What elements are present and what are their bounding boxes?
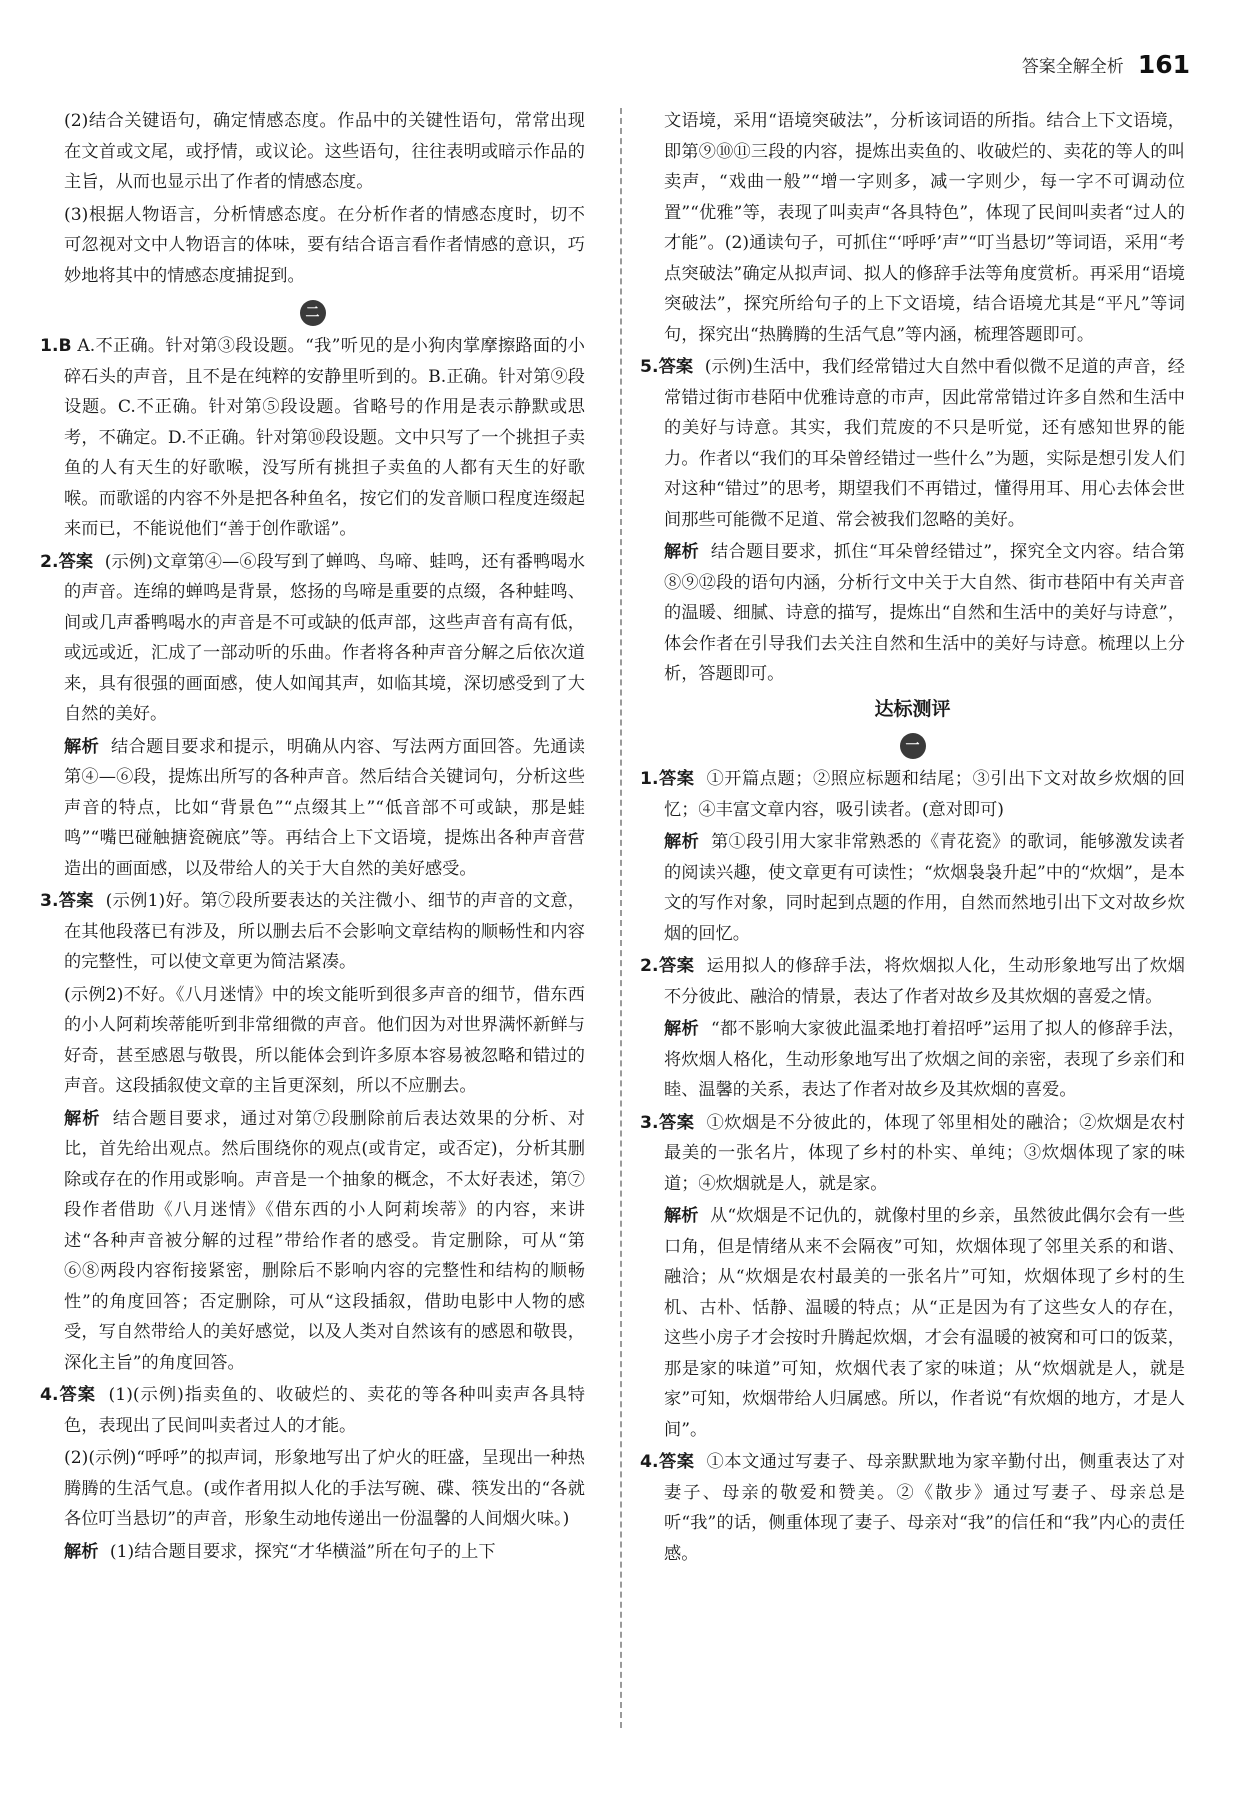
t1-answer-tag: 答案 xyxy=(658,769,695,789)
t2-analysis-text: “都不影响大家彼此温柔地打着招呼”运用了拟人的修辞手法，将炊烟人格化，生动形象地写出了炊烟之间的亲密，表现了乡亲们和睦、温馨的关系，表达了作者对故乡及其炊烟的喜爱。 xyxy=(664,1019,1185,1100)
t1-analysis-tag: 解析 xyxy=(664,832,700,852)
answer-q2 xyxy=(40,547,585,730)
q2-answer-tag: 答案 xyxy=(58,551,94,572)
t3-number: 3. xyxy=(640,1112,659,1133)
t2-analysis-tag: 解析 xyxy=(664,1019,700,1039)
t1-analysis-text: 第①段引用大家非常熟悉的《青花瓷》的歌词，能够激发读者的阅读兴趣，使文章更有可读性；“炊烟袅袅升起”中的“炊烟”，是本文的写作对象，同时起到点题的作用，自然而然地引出下文对故乡炊烟的回忆。 xyxy=(664,832,1185,944)
header-label: 答案全解全析 xyxy=(1021,56,1124,77)
q1-number: 1.B xyxy=(40,336,72,356)
q4-text-1: (1)(示例)指卖鱼的、收破烂的、卖花的等各种叫卖声各具特色，表现出了民间叫卖者过人的才能。 xyxy=(64,1385,585,1436)
q5-text: (示例)生活中，我们经常错过大自然中看似微不足道的声音，经常错过街市巷陌中优雅诗意的市声，因此常常错过许多自然和生活中的美好与诗意。其实，我们荒废的不只是听觉，还有感知世界的能力。作者以“我们的耳朵曾经错过一些什么”为题，实际是想引发人们对这种“错过”的思考，期望我们不再错过，懂得用耳、用心去体会世间那些可能微不足道、常会被我们忽略的美好。 xyxy=(664,357,1185,530)
t4-number: 4. xyxy=(640,1452,659,1472)
q5-analysis-tag: 解析 xyxy=(664,542,700,562)
q5-answer-tag: 答案 xyxy=(658,357,694,377)
q2-analysis xyxy=(40,732,585,885)
section-badge-one: 一 xyxy=(900,733,926,759)
q3-analysis xyxy=(40,1104,585,1379)
q3-answer-tag: 答案 xyxy=(58,891,94,911)
q3-number: 3. xyxy=(40,891,59,911)
answer-q4 xyxy=(40,1380,585,1441)
q4-analysis-text: (1)结合题目要求，探究“才华横溢”所在句子的上下 xyxy=(109,1541,496,1562)
q1-text: A.不正确。针对第③段设题。“我”听见的是小狗肉掌摩擦路面的小碎石头的声音，且不是在纯粹的安静里听到的。B.正确。针对第⑨段设题。C.不正确。针对第⑤段设题。省略号的作用是表示静默或思考，不确定。D.不正确。针对第⑩段设题。文中只写了一个挑担子卖鱼的人有天生的好歌喉，没写所有挑担子卖鱼的人都有天生的好歌喉。而歌谣的内容不外是把各种鱼名，按它们的发音顺口程度连缀起来而已，不能说他们“善于创作歌谣”。 xyxy=(64,336,585,539)
answer-q5 xyxy=(640,352,1185,535)
t3-answer-tag: 答案 xyxy=(658,1112,695,1133)
t3-analysis xyxy=(640,1201,1185,1445)
q5-analysis xyxy=(640,537,1185,690)
t2-answer-tag: 答案 xyxy=(658,956,695,976)
tip-paragraph-3: (3)根据人物语言，分析情感态度。在分析作者的情感态度时，切不可忽视对文中人物语言的体味，要有结合语言看作者情感的意识，巧妙地将其中的情感态度捕捉到。 xyxy=(64,204,585,286)
t3-text: ①炊烟是不分彼此的，体现了邻里相处的融洽；②炊烟是农村最美的一张名片，体现了乡村的朴实、单纯；③炊烟体现了家的味道；④炊烟就是人，就是家。 xyxy=(664,1112,1185,1194)
q4-text-2: (2)(示例)“呼呼”的拟声词，形象地写出了炉火的旺盛，呈现出一种热腾腾的生活气息。(或作者用拟人化的手法写碗、碟、筷发出的“各就各位叮当悬切”的声音，形象生动地传递出一份温馨的人间烟火味。) xyxy=(64,1448,585,1529)
q2-analysis-tag: 解析 xyxy=(64,736,100,757)
q2-text: (示例)文章第④—⑥段写到了蝉鸣、鸟啼、蛙鸣，还有番鸭喝水的声音。连绵的蝉鸣是背景，悠扬的鸟啼是重要的点缀，各种蛙鸣、间或几声番鸭喝水的声音是不可或缺的低声部，这些声音有高有低，或远或近，汇成了一部动听的乐曲。作者将各种声音分解之后依次道来，具有很强的画面感，使人如闻其声，如临其境，深切感受到了大自然的美好。 xyxy=(64,551,585,724)
t2-text: 运用拟人的修辞手法，将炊烟拟人化，生动形象地写出了炊烟不分彼此、融洽的情景，表达了作者对故乡及其炊烟的喜爱之情。 xyxy=(664,956,1185,1007)
answer-q1 xyxy=(40,331,585,545)
test-answer-3 xyxy=(640,1108,1185,1200)
section-title: 达标测评 xyxy=(874,697,951,720)
q3-text-1: (示例1)好。第⑦段所要表达的关注微小、细节的声音的文意，在其他段落已有涉及，所以删去后不会影响文章结构的顺畅性和内容的完整性，可以使文章更为简洁紧凑。 xyxy=(64,891,585,972)
right-column xyxy=(640,106,1185,1571)
page-number: 161 xyxy=(1137,49,1190,79)
t4-text: ①本文通过写妻子、母亲默默地为家辛勤付出，侧重表达了对妻子、母亲的敬爱和赞美。②《散步》通过写妻子、母亲总是听“我”的话，侧重体现了妻子、母亲对“我”的信任和“我”内心的责任感。 xyxy=(664,1452,1185,1564)
q2-analysis-text: 结合题目要求和提示，明确从内容、写法两方面回答。先通读第④—⑥段，提炼出所写的各种声音。然后结合关键词句，分析这些声音的特点，比如“背景色”“点缀其上”“低音部不可或缺，那是蛙鸣”“嘴巴碰触搪瓷碗底”等。再结合上下文语境，提炼出各种声音营造出的画面感，以及带给人的关于大自然的美好感受。 xyxy=(64,736,585,879)
section-badge-wrap-right xyxy=(640,730,1185,758)
q2-number: 2. xyxy=(40,551,59,572)
t2-analysis xyxy=(640,1014,1185,1106)
t1-text: ①开篇点题；②照应标题和结尾；③引出下文对故乡炊烟的回忆；④丰富文章内容，吸引读者。(意对即可) xyxy=(664,769,1185,820)
q3-analysis-tag: 解析 xyxy=(64,1108,101,1129)
q5-number: 5. xyxy=(640,357,659,377)
section-badge-wrap xyxy=(40,297,585,325)
q3-analysis-text: 结合题目要求，通过对第⑦段删除前后表达效果的分析、对比，首先给出观点。然后围绕你的观点(或肯定，或否定)，分析其删除或存在的作用或影响。声音是一个抽象的概念，不太好表述，第⑦段作者借助《八月迷情》《借东西的小人阿莉埃蒂》的内容，来讲述“各种声音被分解的过程”带给作者的感受。肯定删除，可从“第⑥⑧两段内容衔接紧密，删除后不影响内容的完整性和结构的顺畅性”的角度回答；否定删除，可从“这段插叙，借助电影中人物的感受，写自然带给人的美好感觉，以及人类对自然该有的感恩和敬畏，深化主旨”的角度回答。 xyxy=(64,1108,585,1373)
t3-analysis-tag: 解析 xyxy=(664,1206,699,1226)
q4-number: 4. xyxy=(40,1385,59,1405)
section-badge-two: 二 xyxy=(300,300,326,326)
t1-analysis xyxy=(640,827,1185,949)
test-answer-1 xyxy=(640,764,1185,825)
answer-q3 xyxy=(40,886,585,978)
t1-number: 1. xyxy=(640,769,659,789)
q4-analysis-continued: 文语境，采用“语境突破法”，分析该词语的所指。结合上下文语境，即第⑨⑩⑪三段的内容，提炼出卖鱼的、收破烂的、卖花的等人的叫卖声，“戏曲一般”“增一字则多，减一字则少，每一字不可调动位置”“优雅”等，表现了叫卖声“各具特色”，体现了民间叫卖者“过人的才能”。(2)通读句子，可抓住“‘呼呼’声”“叮当悬切”等词语，采用“考点突破法”确定从拟声词、拟人的修辞手法等角度赏析。再采用“语境突破法”，探究所给句子的上下文语境，结合语境尤其是“平凡”等词句，探究出“热腾腾的生活气息”等内涵，梳理答题即可。 xyxy=(664,111,1185,345)
t3-analysis-text: 从“炊烟是不记仇的，就像村里的乡亲，虽然彼此偶尔会有一些口角，但是情绪从来不会隔夜”可知，炊烟体现了邻里关系的和谐、融洽；从“炊烟是农村最美的一张名片”可知，炊烟体现了乡村的生机、古朴、恬静、温暖的特点；从“正是因为有了这些女人的存在，这些小房子才会按时升腾起炊烟，才会有温暖的被窝和可口的饭菜，那是家的味道”可知，炊烟代表了家的味道；从“炊烟就是人，就是家”可知，炊烟带给人归属感。所以，作者说“有炊烟的地方，才是人间”。 xyxy=(664,1206,1185,1440)
page-header xyxy=(1022,44,1190,84)
t2-number: 2. xyxy=(640,956,659,976)
t4-answer-tag: 答案 xyxy=(658,1452,695,1472)
q4-analysis xyxy=(40,1537,585,1568)
q4-answer-tag: 答案 xyxy=(58,1385,97,1405)
q3-text-2: (示例2)不好。《八月迷情》中的埃文能听到很多声音的细节，借东西的小人阿莉埃蒂能听到非常细微的声音。他们因为对世界满怀新鲜与好奇，甚至感恩与敬畏，所以能体会到许多原本容易被忽略和错过的声音。这段插叙使文章的主旨更深刻，所以不应删去。 xyxy=(64,984,585,1096)
column-divider xyxy=(620,108,622,1728)
tip-paragraph-2: (2)结合关键语句，确定情感态度。作品中的关键性语句，常常出现在文首或文尾，或抒情，或议论。这些语句，往往表明或暗示作品的主旨，从而也显示出了作者的情感态度。 xyxy=(64,111,585,192)
q4-analysis-tag: 解析 xyxy=(64,1541,99,1562)
test-answer-4 xyxy=(640,1447,1185,1569)
q5-analysis-text: 结合题目要求，抓住“耳朵曾经错过”，探究全文内容。结合第⑧⑨⑫段的语句内涵，分析行文中关于大自然、街市巷陌中有关声音的温暖、细腻、诗意的描写，提炼出“自然和生活中的美好与诗意”，体会作者在引导我们去关注自然和生活中的美好与诗意。梳理以上分析，答题即可。 xyxy=(664,542,1185,684)
test-answer-2 xyxy=(640,951,1185,1012)
left-column xyxy=(40,106,585,1569)
